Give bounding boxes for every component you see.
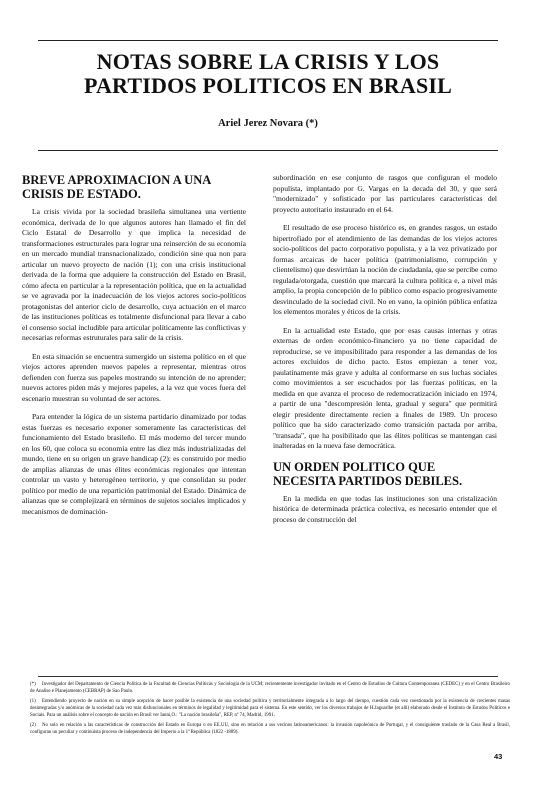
- footnote: [30, 681, 510, 695]
- footnote-text: Entendiendo proyecto de nación en su simple acepción de hacer posible la existencia de una sociedad política y territorialmente integrada a lo largo del tiempo, cuestión cada vez cuestionada por la existencia de crecientes masas desintegradas y/o anómicas de la sociedad cada vez más disfuncionales en términos de legalidad y legitimidad para el sistema. En este sentido, ver los diversos trabajos de H.Jaguaribe (et alli) elaborado desde el Instituto de Estudos Políticos e Sociais. Para un análisis sobre el concepto de nación en Brasil ver Ianni,O.: "La nación brasileña", REP, nº 74, Madrid, 1991.: [30, 699, 510, 718]
- footnote: [30, 698, 510, 719]
- footnote-mark: (*): [30, 682, 36, 687]
- article-title: [38, 50, 498, 98]
- footnote-text: Investigador del Departamento de Ciencia Política de la Facultad de Ciencias Políticas y Sociología de la UCM; recientemente investigador invitado en el Centro de Estudios de Cultura Contemporanea (CEDEC) y en el Centro Brasileiro de Analise e Planejamento (CEBRAP) de Sao Paulo.: [30, 682, 510, 694]
- header-divider: [38, 150, 498, 151]
- title-line-1: NOTAS SOBRE LA CRISIS Y LOS: [96, 49, 440, 74]
- footnote-mark: (1): [30, 699, 36, 704]
- left-column: [22, 173, 246, 525]
- body-paragraph: Para entender la lógica de un sistema partidario dinamizado por todas estas fuerzas es necesario exponer someramente las características del funcionamiento del Estado brasileño. El más moderno del tercer mundo en los 60, que coloca su economía entre las diez más industrializadas del mundo, tiene en su origen un grave handicap (2): es construido por medio de amplias alianzas de unas élites económicas regionales que intentan controlar un vasto y heterogéneo territorio, y que consolidan su poder político por medio de una repartición patrimonial del Estado. Dinámica de alianzas que se complejizará en términos de sujetos sociales implicados y mecanismos de dominación-: [22, 412, 246, 516]
- title-line-2: PARTIDOS POLITICOS EN BRASIL: [83, 73, 453, 98]
- section-heading: UN ORDEN POLITICO QUE NECESITA PARTIDOS DEBILES.: [273, 459, 463, 488]
- body-paragraph: La crisis vivida por la sociedad brasileña simultanea una vertiente económica, derivada de lo que algunos autores han llamado el fin del Ciclo Estatal de Desarrollo y que implica la necesidad de transformaciones estructurales para lograr una reinserción de su economía en un mercado mundial transnacionalizado, condición sine qua non para articular un nuevo proyecto de nación (1); con una crisis institucional derivada de la forma que adquiere la construcción del Estado en Brasil, cómo afecta en particular a la representación política, que en la actualidad se ve agravada por la inadecuación de los viejos actores socio-políticos protagonistas del anterior ciclo de desarrollo, cuya actuación en el marco de las instituciones políticas es totalmente disfuncional para llevar a cabo el consenso social includible para articular políticamente las conflictivas y necesarias reformas estruturales para salir de la crisis.: [22, 207, 246, 342]
- page-number: 43: [494, 752, 503, 761]
- top-rule: [38, 40, 498, 41]
- body-paragraph: En la actualidad este Estado, que por esas causas internas y otras externas de orden económico-financiero ya no tiene capacidad de reproducirse, se ve imposibilitado para responder a las demandas de los actores excluidos de dicho pacto. Estos empiezan a tener voz, paulatinamente más grave y adulta al conformarse en sus luchas sociales como movimientos a ser escuchados por las fuerzas políticas, en la medida en que avanza el proceso de redemocratización iniciado en 1974, a partir de una "descompresión lenta, gradual y segura" que permitirá elegir presidente directamente recien a finales de 1989. Un proceso político que ha sido caracterizado como transición pactada por arriba, "transada", que ha posibilitado que las élites políticas se mantengan casi inalteradas en la nueva fase democrática.: [273, 325, 497, 450]
- footnote-rule: [38, 676, 498, 677]
- right-column: [273, 173, 497, 533]
- body-paragraph: subordinación en ese conjunto de rasgos que configuran el modelo populista, implantado por G. Vargas en la decada del 30, y que será "modernizado" y sofisticado por las particulares características del proyecto autoritario instaurado en el 64.: [273, 173, 497, 214]
- body-paragraph: En esta situación se encuentra sumergido un sistema político en el que viejos actores aprenden nuevos papeles a representar, mientras otros defienden con fuerza sus papeles mostrando su intención de no aprender; nuevos actores piden más y mejores papeles, a la vez que voces fuera del escenario muestran su voluntad de ser actores.: [22, 351, 246, 403]
- footnote-mark: (2): [30, 723, 36, 728]
- section-heading: BREVE APROXIMACION A UNA CRISIS DE ESTADO.: [22, 173, 211, 201]
- footnotes: [30, 681, 510, 739]
- footnote-text: No solo en relación a las características de construcción del Estado en Europa o en EE.UU, sino en relación a sus vecinos latinoamericanos: la invasión napoleónica de Portugal, y el consiguiente traslado de la Casa Real a Brasil, configuran un peculiar y continuista proceso de independencia del Imperio a la 1ª República (1822 -1889).: [30, 723, 510, 735]
- author-byline: Ariel Jerez Novara (*): [218, 118, 318, 129]
- footnote: [30, 722, 510, 736]
- body-paragraph: El resultado de ese proceso histórico es, en grandes rasgos, un estado hipertrofiado por el atendimiento de las demandas de los viejos actores socio-políticos del pacto corporativo populista, y a la vez privatizado por formas arcaicas de hacer política (patrimonialismo, corrupción y clientelismo) que desvirtúan la noción de ciudadanía, que se percibe como regulada/otorgada, cuestión que marcará la cultura política e, a nivel más amplio, la propia concepción de lo público como espacio progresivamente desvinculado de la sociedad civil. No en vano, la opinión pública enfatiza los elementos morales y éticos de la crisis.: [273, 223, 497, 316]
- body-paragraph: En la medida en que todas las instituciones son una cristalización histórica de determinada práctica colectiva, es necesario entender que el proceso de construcción del: [273, 493, 497, 524]
